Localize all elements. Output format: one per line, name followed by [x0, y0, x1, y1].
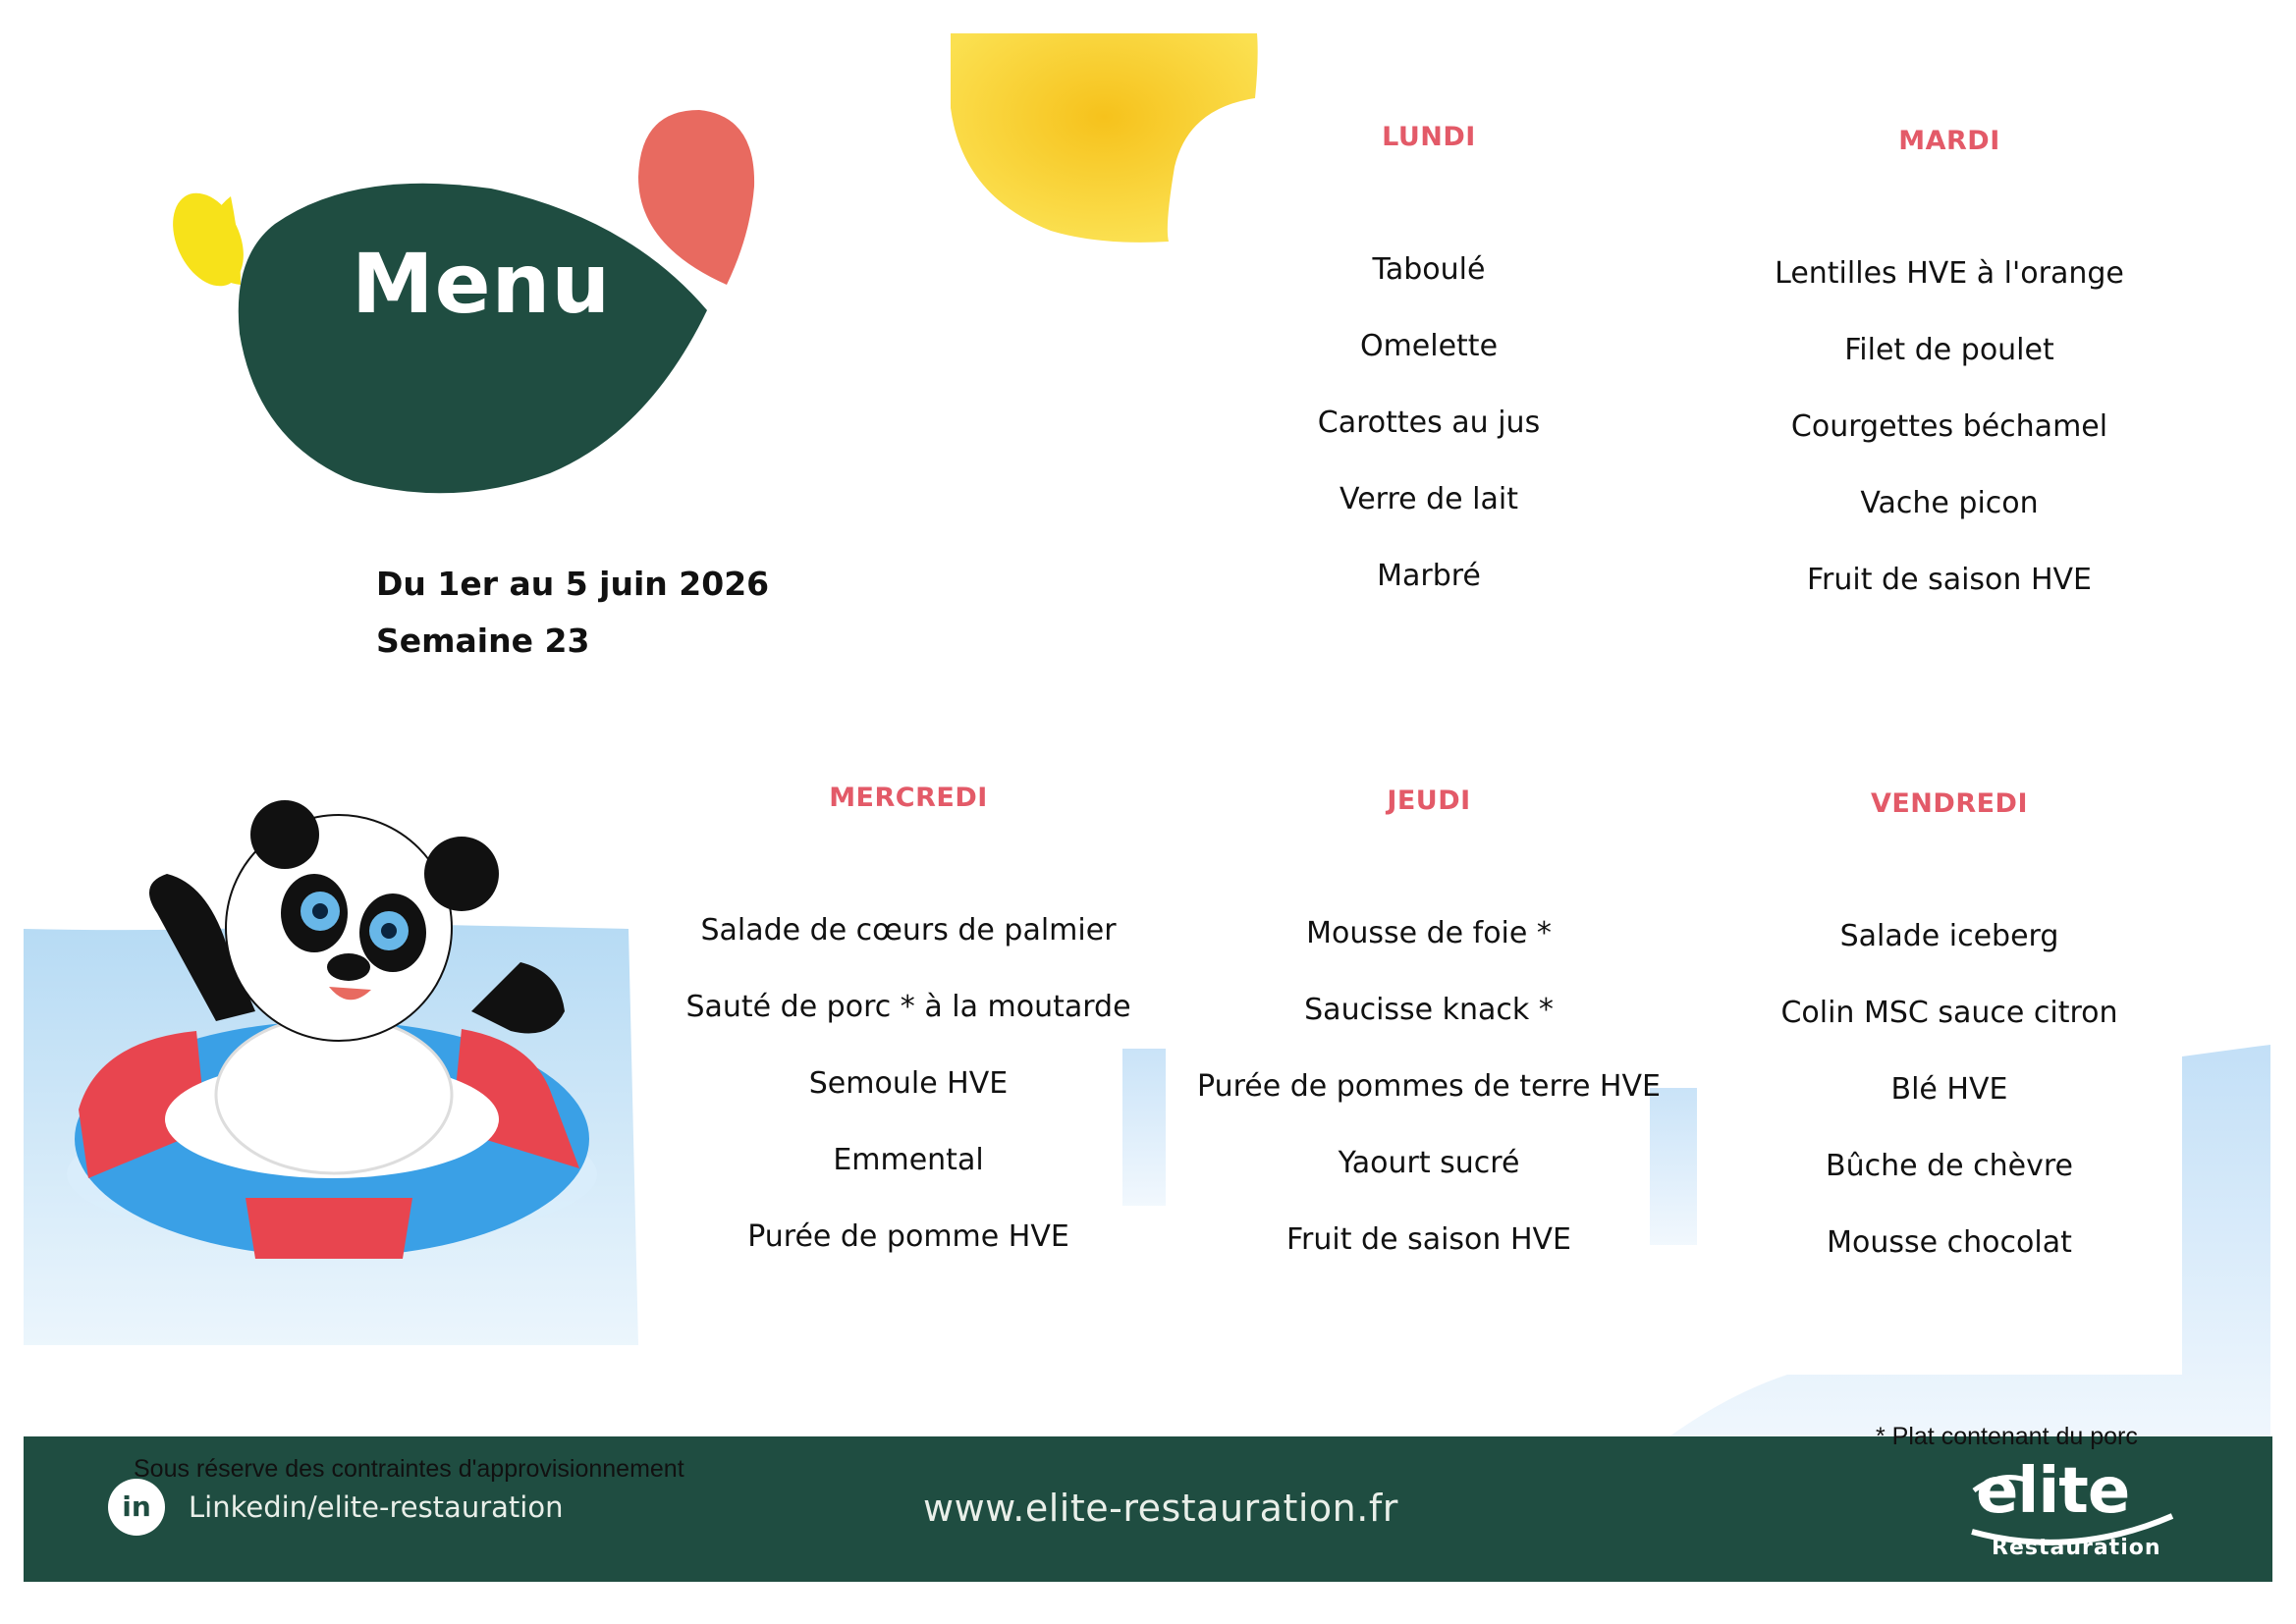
dish-item: Courgettes béchamel [1790, 409, 2108, 444]
elite-logo-subtitle: Restauration [1992, 1536, 2161, 1560]
website-link[interactable]: www.elite-restauration.fr [923, 1487, 1398, 1530]
elite-logo-text: elite [1976, 1455, 2130, 1528]
dish-item: Yaourt sucré [1338, 1146, 1520, 1180]
red-drop [638, 110, 754, 285]
dish-item: Fruit de saison HVE [1285, 1222, 1571, 1257]
dish-item: Vache picon [1860, 486, 2039, 520]
day-name: MERCREDI [829, 783, 988, 813]
menu-blob [239, 184, 707, 494]
dish-item: Salade de cœurs de palmier [700, 913, 1117, 947]
day-column-mercredi [633, 783, 1183, 1275]
date-block [376, 556, 769, 670]
dish-item: Mousse chocolat [1827, 1225, 2072, 1260]
day-column-jeudi [1154, 785, 1704, 1278]
day-column-vendredi [1674, 788, 2224, 1281]
dish-item: Semoule HVE [808, 1066, 1009, 1101]
dish-item: Mousse de foie * [1306, 916, 1552, 950]
linkedin-link[interactable]: Linkedin/elite-restauration [189, 1490, 564, 1524]
dish-item: Lentilles HVE à l'orange [1775, 256, 2124, 291]
dish-item: Carottes au jus [1317, 406, 1541, 440]
dish-item: Filet de poulet [1844, 333, 2054, 367]
day-name: LUNDI [1382, 122, 1476, 152]
dish-item: Bûche de chèvre [1826, 1149, 2073, 1183]
pork-note: * Plat contenant du porc [1876, 1423, 2138, 1450]
week-number: Semaine 23 [376, 622, 590, 660]
dish-item: Purée de pommes de terre HVE [1197, 1069, 1661, 1104]
dish-list [1674, 236, 2224, 619]
dish-list [1154, 895, 1704, 1278]
day-column-mardi [1674, 126, 2224, 619]
dish-item: Fruit de saison HVE [1806, 563, 2092, 597]
date-range: Du 1er au 5 juin 2026 [376, 565, 770, 603]
dish-list [1674, 898, 2224, 1281]
dish-item: Blé HVE [1890, 1072, 2008, 1107]
dish-item: Sauté de porc * à la moutarde [685, 990, 1131, 1024]
dish-item: Verre de lait [1339, 482, 1518, 516]
day-name: VENDREDI [1870, 788, 2029, 819]
day-name: MARDI [1898, 126, 2000, 156]
dish-item: Purée de pomme HVE [747, 1219, 1069, 1254]
dish-item: Saucisse knack * [1304, 993, 1554, 1027]
dish-item: Omelette [1359, 329, 1499, 363]
page-title: Menu [352, 236, 612, 332]
dish-item: Colin MSC sauce citron [1780, 996, 2118, 1030]
supply-note: Sous réserve des contraintes d'approvisionnement [134, 1455, 684, 1483]
dish-list [1154, 232, 1704, 615]
dish-item: Marbré [1377, 559, 1481, 593]
dish-item: Salade iceberg [1839, 919, 2059, 953]
day-column-lundi [1154, 122, 1704, 615]
day-name: JEUDI [1387, 785, 1471, 816]
dish-item: Emmental [833, 1143, 984, 1177]
dish-list [633, 893, 1183, 1275]
dish-item: Taboulé [1372, 252, 1486, 287]
linkedin-icon[interactable]: in [108, 1479, 165, 1536]
